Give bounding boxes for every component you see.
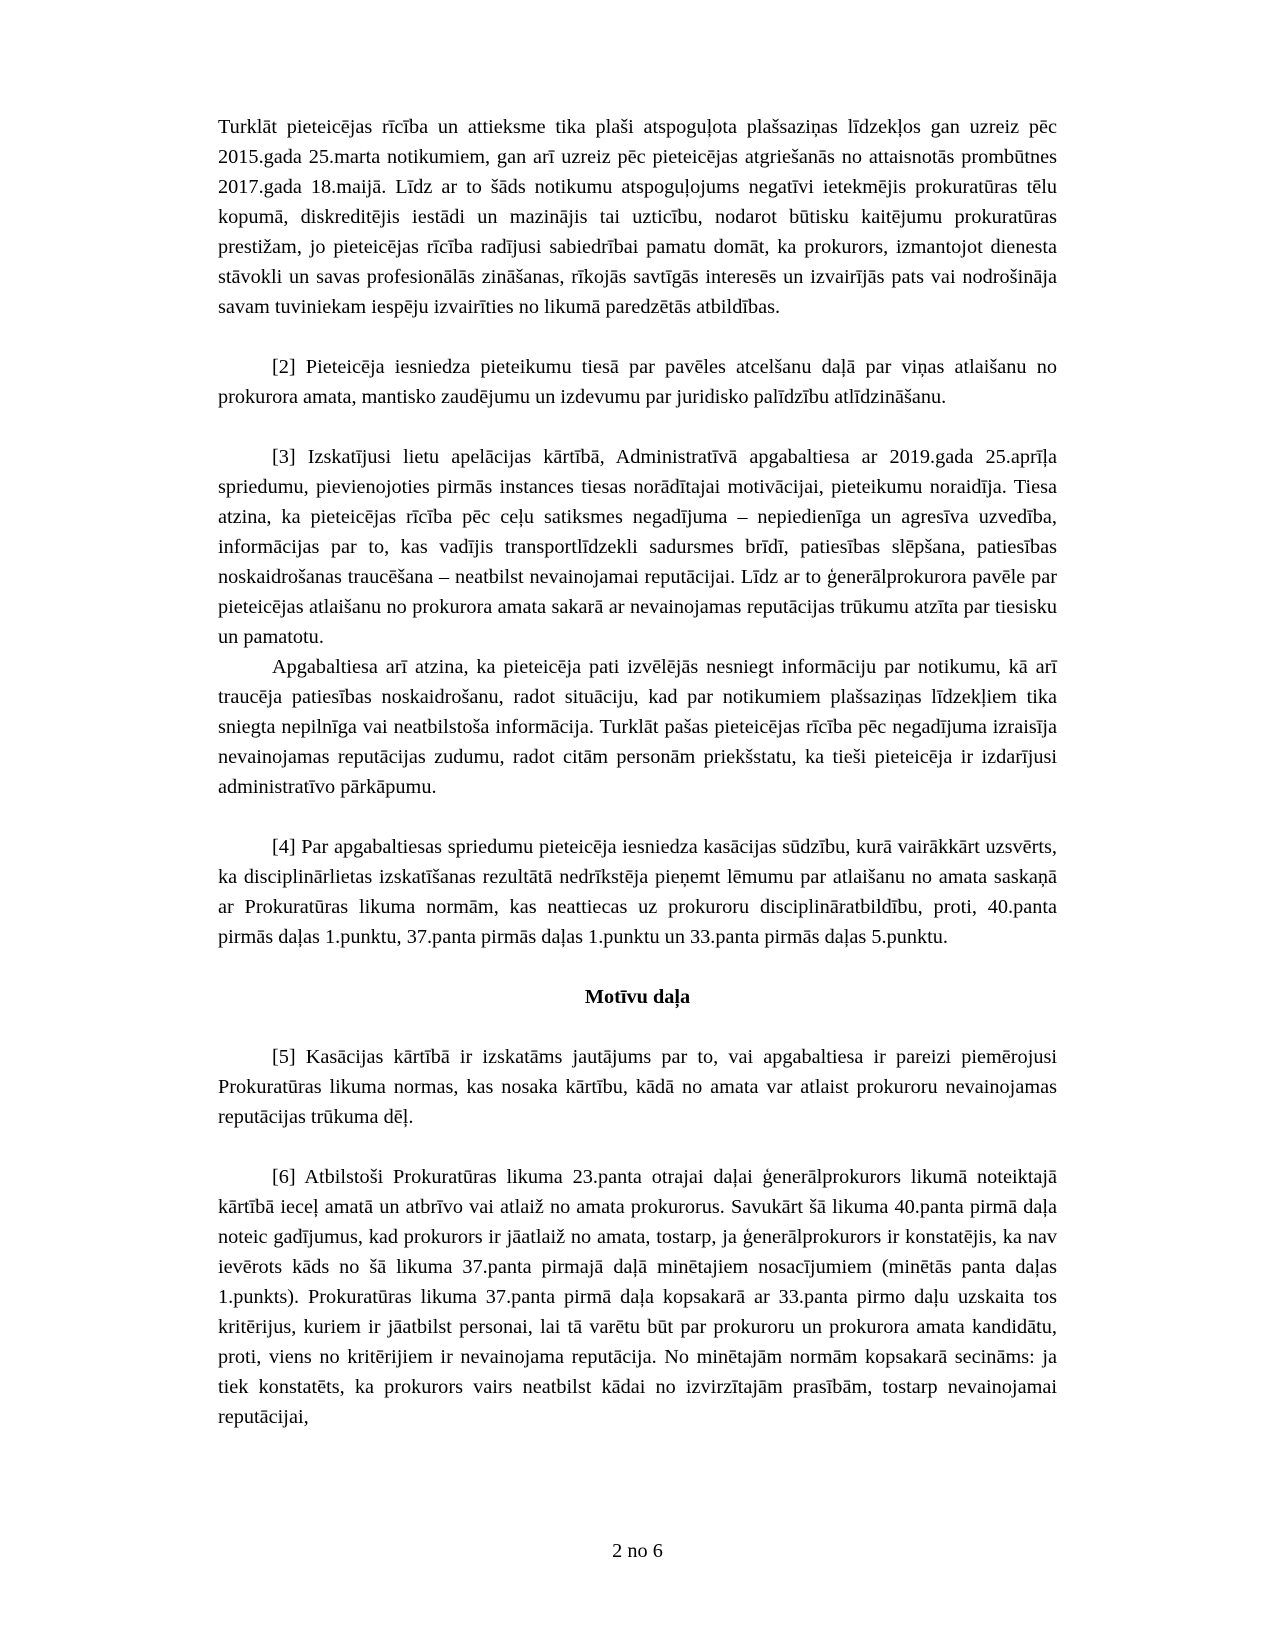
- paragraph-5: [5] Kasācijas kārtībā ir izskatāms jautājums par to, vai apgabaltiesa ir pareizi piemērojusi Prokuratūras likuma normas, kas nosaka kārtību, kādā no amata var atlaist prokuroru nevainojamas reputācijas trūkuma dēļ.: [218, 1046, 1057, 1128]
- page-number: 2 no 6: [612, 1540, 663, 1562]
- section-heading: Motīvu daļa: [584, 986, 691, 1008]
- paragraph-continuation: Turklāt pieteicējas rīcība un attieksme tika plaši atspoguļota plašsaziņas līdzekļos gan uzreiz pēc 2015.gada 25.marta notikumiem, gan arī uzreiz pēc pieteicējas atgriešanās no attaisnotās prombūtnes 2017.gada 18.maijā. Līdz ar to šāds notikumu atspoguļojums negatīvi ietekmējis prokuratūras tēlu kopumā, diskreditējis iestādi un mazinājis tai uzticību, nodarot būtisku kaitējumu prokuratūras prestižam, jo pieteicējas rīcība radījusi sabiedrībai pamatu domāt, ka prokurors, izmantojot dienesta stāvokli un savas profesionālās zināšanas, rīkojās savtīgās interesēs un izvairījās pats vai nodrošināja savam tuviniekam iespēju izvairīties no likumā paredzētās atbildības.: [218, 116, 1057, 318]
- paragraph-3: [3] Izskatījusi lietu apelācijas kārtībā, Administratīvā apgabaltiesa ar 2019.gada 25.aprīļa spriedumu, pievienojoties pirmās instances tiesas norādītajai motivācijai, pieteikumu noraidīja. Tiesa atzina, ka pieteicējas rīcība pēc ceļu satiksmes negadījuma – nepiedienīga un agresīva uzvedība, informācijas par to, kas vadījis transportlīdzekli sadursmes brīdī, patiesības slēpšana, patiesības noskaidrošanas traucēšana – neatbilst nevainojamai reputācijai. Līdz ar to ģenerālprokurora pavēle par pieteicējas atlaišanu no prokurora amata sakarā ar nevainojamas reputācijas trūkumu atzīta par tiesisku un pamatotu.: [218, 446, 1057, 648]
- paragraph-4: [4] Par apgabaltiesas spriedumu pieteicēja iesniedza kasācijas sūdzību, kurā vairākkārt uzsvērts, ka disciplinārlietas izskatīšanas rezultātā nedrīkstēja pieņemt lēmumu par atlaišanu no amata saskaņā ar Prokuratūras likuma normām, kas neattiecas uz prokuroru disciplināratbildību, proti, 40.panta pirmās daļas 1.punktu, 37.panta pirmās daļas 1.punktu un 33.panta pirmās daļas 5.punktu.: [218, 836, 1057, 948]
- paragraph-6: [6] Atbilstoši Prokuratūras likuma 23.panta otrajai daļai ģenerālprokurors likumā noteiktajā kārtībā ieceļ amatā un atbrīvo vai atlaiž no amata prokurorus. Savukārt šā likuma 40.panta pirmā daļa noteic gadījumus, kad prokurors ir jāatlaiž no amata, tostarp, ja ģenerālprokurors ir konstatējis, ka nav ievērots kāds no šā likuma 37.panta pirmajā daļā minētajiem nosacījumiem (minētās panta daļas 1.punkts). Prokuratūras likuma 37.panta pirmā daļa kopsakarā ar 33.panta pirmo daļu uzskaita tos kritērijus, kuriem ir jāatbilst personai, lai tā varētu būt par prokuroru un prokurora amata kandidātu, proti, viens no kritērijiem ir nevainojama reputācija. No minētajām normām kopsakarā secināms: ja tiek konstatēts, ka prokurors vairs neatbilst kādai no izvirzītajām prasībām, tostarp nevainojamai reputācijai,: [218, 1166, 1057, 1428]
- paragraph-2: [2] Pieteicēja iesniedza pieteikumu tiesā par pavēles atcelšanu daļā par viņas atlaišanu no prokurora amata, mantisko zaudējumu un izdevumu par juridisko palīdzību atlīdzināšanu.: [218, 356, 1057, 408]
- paragraph-3-continued: Apgabaltiesa arī atzina, ka pieteicēja pati izvēlējās nesniegt informāciju par notikumu, kā arī traucēja patiesības noskaidrošanu, radot situāciju, kad par notikumiem plašsaziņas līdzekļiem tika sniegta nepilnīga vai neatbilstoša informācija. Turklāt pašas pieteicējas rīcība pēc negadījuma izraisīja nevainojamas reputācijas zudumu, radot citām personām priekšstatu, ka tieši pieteicēja ir izdarījusi administratīvo pārkāpumu.: [218, 656, 1057, 798]
- document-body: [218, 112, 1057, 1432]
